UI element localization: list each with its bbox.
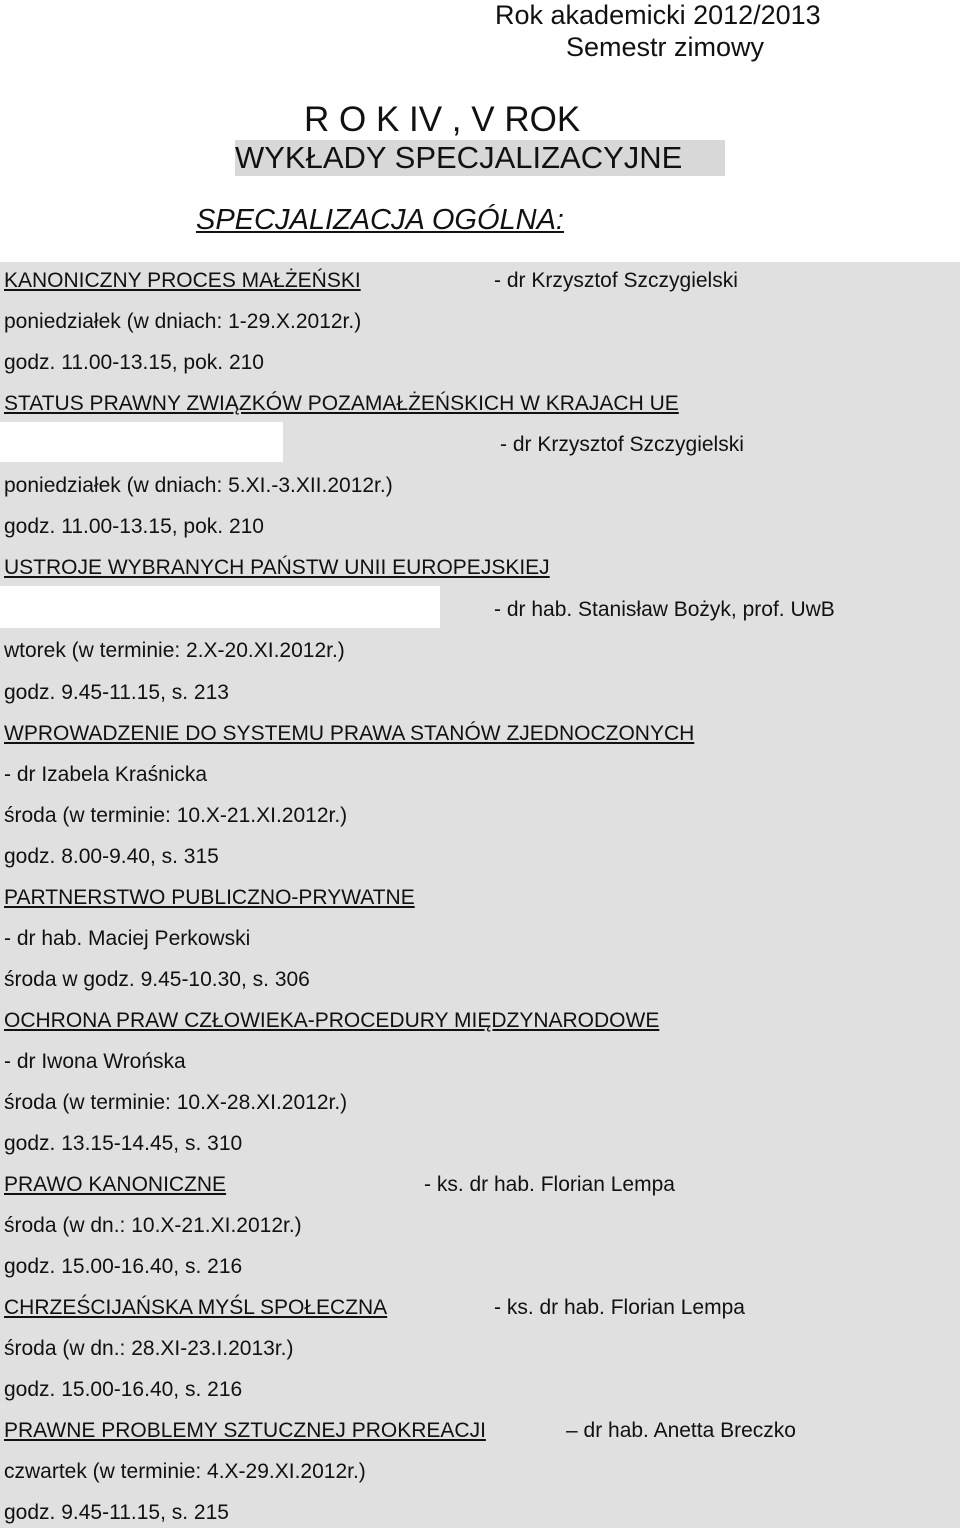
table-gap bbox=[0, 422, 283, 462]
course-schedule: środa (w terminie: 10.X-28.XI.2012r.) bbox=[4, 1091, 348, 1114]
course-time: godz. 9.45-11.15, s. 213 bbox=[4, 681, 229, 704]
course-title: WPROWADZENIE DO SYSTEMU PRAWA STANÓW ZJEDNOCZONYCH bbox=[4, 722, 695, 745]
course-title: CHRZEŚCIJAŃSKA MYŚL SPOŁECZNA bbox=[4, 1296, 388, 1319]
course-lecturer: - dr hab. Stanisław Bożyk, prof. UwB bbox=[494, 598, 835, 621]
course-title: PRAWO KANONICZNE bbox=[4, 1173, 227, 1196]
semester: Semestr zimowy bbox=[566, 32, 765, 62]
course-time: godz. 8.00-9.40, s. 315 bbox=[4, 845, 219, 868]
lectures-heading: WYKŁADY SPECJALIZACYJNE bbox=[235, 140, 725, 176]
table-gap bbox=[0, 586, 440, 628]
course-title: STATUS PRAWNY ZWIĄZKÓW POZAMAŁŻEŃSKICH W KRAJACH UE bbox=[4, 392, 679, 415]
course-schedule: wtorek (w terminie: 2.X-20.XI.2012r.) bbox=[4, 639, 345, 662]
course-title: USTROJE WYBRANYCH PAŃSTW UNII EUROPEJSKIEJ bbox=[4, 556, 550, 579]
specialization-heading: SPECJALIZACJA OGÓLNA: bbox=[196, 204, 564, 236]
course-lecturer: - ks. dr hab. Florian Lempa bbox=[494, 1296, 745, 1319]
course-time: godz. 13.15-14.45, s. 310 bbox=[4, 1132, 243, 1155]
course-lecturer: - dr Izabela Kraśnicka bbox=[4, 763, 208, 786]
course-title: PRAWNE PROBLEMY SZTUCZNEJ PROKREACJI bbox=[4, 1419, 486, 1442]
course-title: PARTNERSTWO PUBLICZNO-PRYWATNE bbox=[4, 886, 415, 909]
course-lecturer: - ks. dr hab. Florian Lempa bbox=[424, 1173, 675, 1196]
course-title: OCHRONA PRAW CZŁOWIEKA-PROCEDURY MIĘDZYNARODOWE bbox=[4, 1009, 660, 1032]
course-schedule: środa (w dn.: 28.XI-23.I.2013r.) bbox=[4, 1337, 294, 1360]
course-schedule: środa w godz. 9.45-10.30, s. 306 bbox=[4, 968, 310, 991]
course-schedule: poniedziałek (w dniach: 1-29.X.2012r.) bbox=[4, 310, 362, 333]
course-schedule: środa (w dn.: 10.X-21.XI.2012r.) bbox=[4, 1214, 302, 1237]
academic-year: Rok akademicki 2012/2013 bbox=[495, 0, 821, 30]
year-heading: R O K IV , V ROK bbox=[304, 100, 581, 139]
course-time: godz. 9.45-11.15, s. 215 bbox=[4, 1501, 229, 1524]
course-schedule: czwartek (w terminie: 4.X-29.XI.2012r.) bbox=[4, 1460, 366, 1483]
course-time: godz. 11.00-13.15, pok. 210 bbox=[4, 515, 264, 538]
course-lecturer: - dr Iwona Wrońska bbox=[4, 1050, 186, 1073]
course-time: godz. 11.00-13.15, pok. 210 bbox=[4, 351, 264, 374]
course-schedule: środa (w terminie: 10.X-21.XI.2012r.) bbox=[4, 804, 348, 827]
course-schedule: poniedziałek (w dniach: 5.XI.-3.XII.2012r.) bbox=[4, 474, 393, 497]
course-lecturer: - dr hab. Maciej Perkowski bbox=[4, 927, 251, 950]
course-title: KANONICZNY PROCES MAŁŻEŃSKI bbox=[4, 269, 361, 292]
course-lecturer: – dr hab. Anetta Breczko bbox=[566, 1419, 796, 1442]
course-time: godz. 15.00-16.40, s. 216 bbox=[4, 1378, 243, 1401]
course-lecturer: - dr Krzysztof Szczygielski bbox=[494, 269, 738, 292]
course-time: godz. 15.00-16.40, s. 216 bbox=[4, 1255, 243, 1278]
course-lecturer: - dr Krzysztof Szczygielski bbox=[500, 433, 744, 456]
